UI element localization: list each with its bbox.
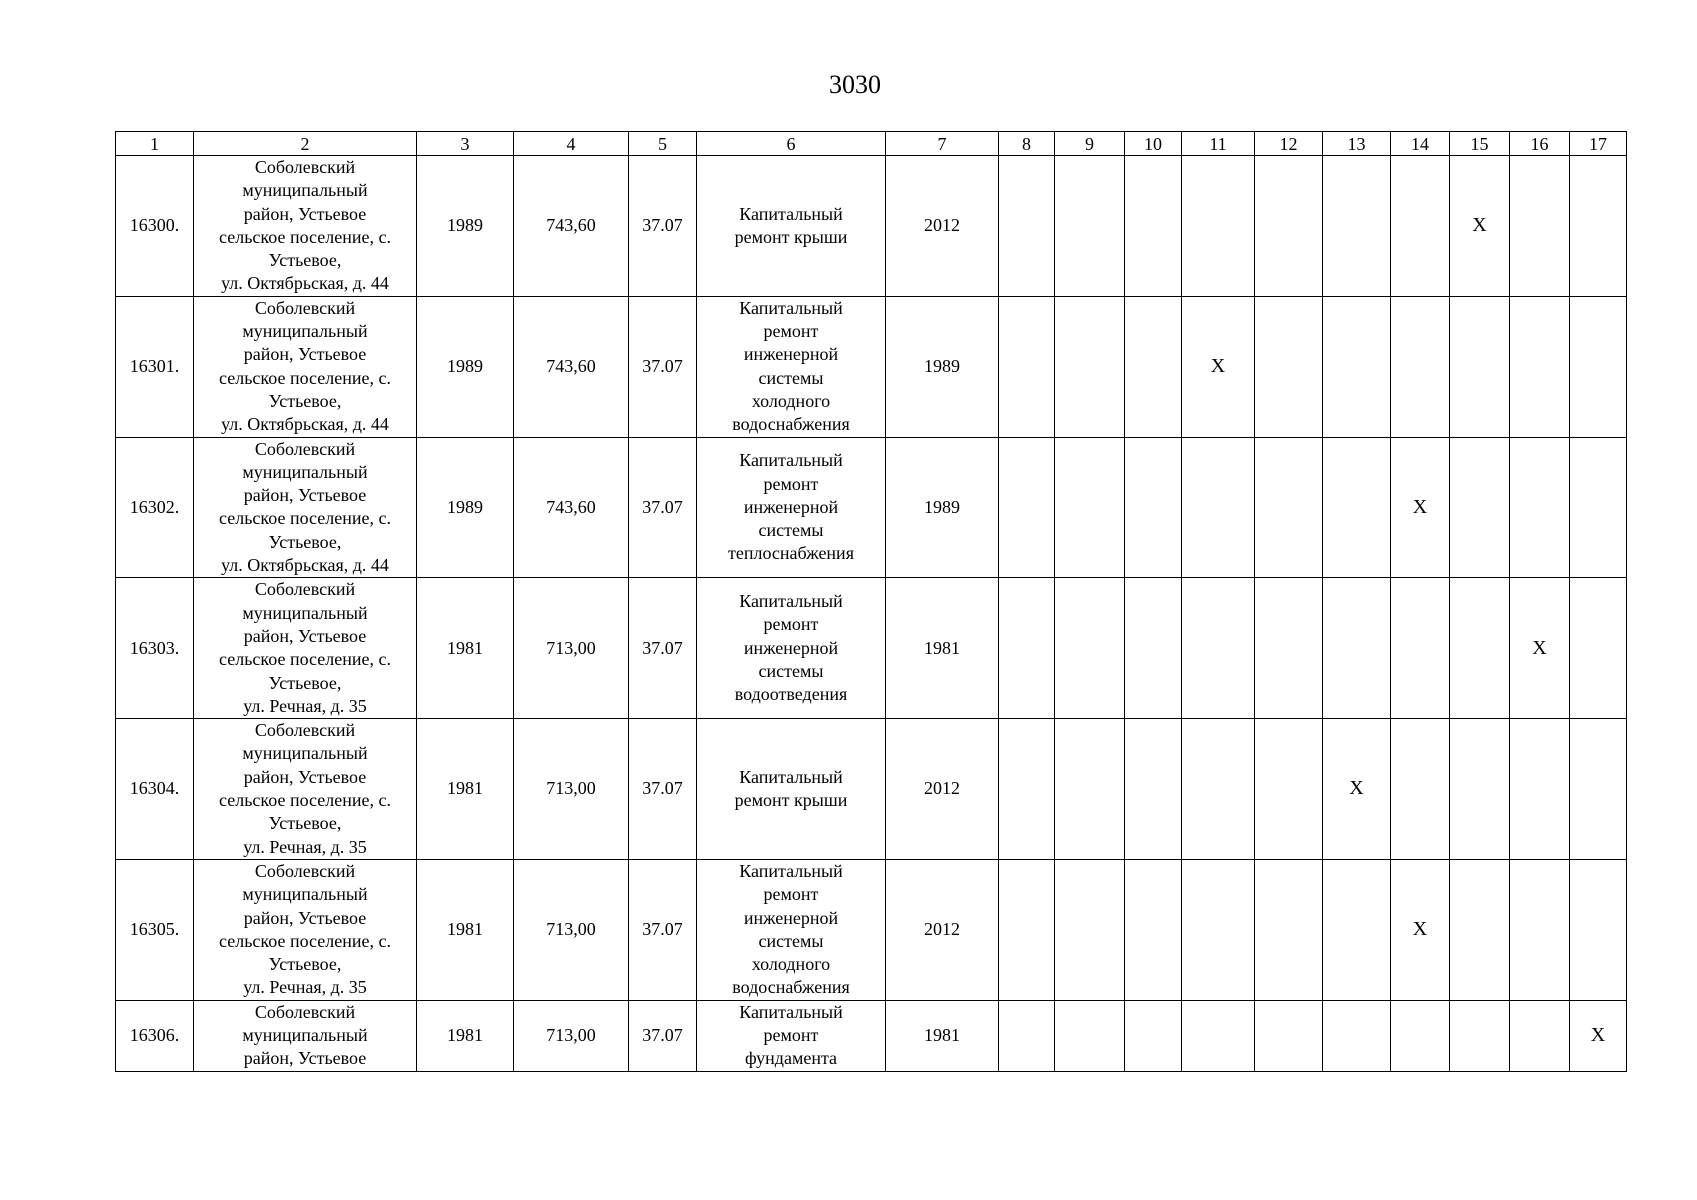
repair-year-cell-text: 2012 [924,919,960,940]
column-8-cell [999,578,1055,719]
row-number-cell [116,719,194,860]
column-16-cell [1510,437,1570,578]
column-17-cell [1570,859,1627,1000]
column-9-cell [1055,1000,1125,1071]
repair-year-cell-text: 1981 [924,1025,960,1046]
build-year-cell [417,719,514,860]
column-13-cell [1323,578,1391,719]
work-type-cell-text: Капитальный ремонт крыши [734,766,848,811]
column-8-cell [999,719,1055,860]
repair-year-cell-text: 2012 [924,778,960,799]
repair-year-cell [886,859,999,1000]
row-number-cell [116,859,194,1000]
address-cell [194,859,417,1000]
column-14-cell [1391,859,1450,1000]
area-cell [514,859,629,1000]
area-cell-text: 743,60 [546,215,596,236]
work-type-cell-text: Капитальный ремонт инженерной системы холодного водоснабжения [732,297,850,435]
table-row [116,437,1627,578]
column-15-cell [1450,437,1510,578]
repair-year-cell-text: 1981 [924,637,960,658]
column-15-cell [1450,719,1510,860]
x-mark: X [1412,495,1428,518]
x-mark: X [1210,355,1226,378]
x-mark: X [1472,214,1487,237]
address-cell-text: Соболевский муниципальный район, Устьевое сельское поселение, с. Устьевое, ул. Речная, д. 35 [219,720,391,857]
build-year-cell-text: 1989 [447,356,483,377]
column-15-cell [1450,578,1510,719]
area-cell-text: 713,00 [546,778,596,799]
area-cell-text: 713,00 [546,1025,596,1046]
row-number-cell-text: 16304. [129,778,180,799]
repair-year-cell-text: 2012 [924,215,960,236]
column-header: 11 [1182,132,1255,156]
row-number-cell [116,578,194,719]
column-14-cell [1391,156,1450,297]
column-12-cell [1255,1000,1323,1071]
column-11-cell [1182,719,1255,860]
work-type-cell-text: Капитальный ремонт инженерной системы водоотведения [734,590,848,705]
table-row [116,859,1627,1000]
column-header: 16 [1510,132,1570,156]
column-11-cell [1182,578,1255,719]
address-cell-text: Соболевский муниципальный район, Устьевое сельское поселение, с. Устьевое, ул. Речная, д. 35 [219,579,391,716]
address-cell [194,437,417,578]
address-cell [194,578,417,719]
code-cell [629,156,697,297]
table-body [116,132,1627,1072]
work-type-cell [697,437,886,578]
column-9-cell [1055,578,1125,719]
address-cell [194,296,417,437]
area-cell [514,578,629,719]
column-13-cell [1323,859,1391,1000]
column-8-cell [999,296,1055,437]
column-11-cell [1182,437,1255,578]
column-12-cell [1255,296,1323,437]
column-10-cell [1125,296,1182,437]
row-number-cell-text: 16300. [129,215,180,236]
column-header: 6 [697,132,886,156]
column-8-cell [999,1000,1055,1071]
work-type-cell-text: Капитальный ремонт инженерной системы холодного водоснабжения [732,860,850,998]
code-cell-text: 37.07 [642,1025,683,1046]
column-14-cell [1391,578,1450,719]
column-header: 3 [417,132,514,156]
column-10-cell [1125,1000,1182,1071]
address-cell [194,719,417,860]
column-16-cell [1510,578,1570,719]
address-cell-text: Соболевский муниципальный район, Устьевое [242,1001,368,1069]
table-row [116,719,1627,860]
column-15-cell [1450,156,1510,297]
code-cell [629,578,697,719]
code-cell-text: 37.07 [642,778,683,799]
area-cell-text: 743,60 [546,496,596,517]
repair-year-cell [886,1000,999,1071]
area-cell-text: 713,00 [546,919,596,940]
code-cell-text: 37.07 [642,919,683,940]
repair-year-cell [886,296,999,437]
column-header: 5 [629,132,697,156]
table-row [116,578,1627,719]
build-year-cell-text: 1981 [447,919,483,940]
column-header: 14 [1391,132,1450,156]
column-10-cell [1125,719,1182,860]
row-number-cell-text: 16301. [129,356,180,377]
x-mark: X [1349,777,1364,800]
column-12-cell [1255,437,1323,578]
address-cell-text: Соболевский муниципальный район, Устьевое сельское поселение, с. Устьевое, ул. Октябрьская, д. 44 [219,157,391,294]
build-year-cell [417,859,514,1000]
address-cell [194,156,417,297]
area-cell-text: 713,00 [546,637,596,658]
x-mark: X [1532,636,1547,659]
column-13-cell [1323,1000,1391,1071]
build-year-cell-text: 1981 [447,1025,483,1046]
repair-year-cell [886,719,999,860]
column-9-cell [1055,719,1125,860]
row-number-cell-text: 16303. [129,637,180,658]
address-cell-text: Соболевский муниципальный район, Устьевое сельское поселение, с. Устьевое, ул. Октябрьская, д. 44 [219,438,391,576]
column-header: 8 [999,132,1055,156]
code-cell [629,296,697,437]
column-16-cell [1510,1000,1570,1071]
column-9-cell [1055,437,1125,578]
column-13-cell [1323,437,1391,578]
row-number-cell-text: 16302. [129,496,180,517]
code-cell-text: 37.07 [642,356,683,377]
column-16-cell [1510,296,1570,437]
build-year-cell-text: 1989 [447,215,483,236]
column-17-cell [1570,719,1627,860]
column-8-cell [999,156,1055,297]
column-12-cell [1255,578,1323,719]
column-15-cell [1450,1000,1510,1071]
column-10-cell [1125,156,1182,297]
column-16-cell [1510,859,1570,1000]
area-cell [514,156,629,297]
repair-year-cell-text: 1989 [924,356,960,377]
row-number-cell [116,437,194,578]
column-17-cell [1570,437,1627,578]
page-number: 3030 [829,70,881,99]
column-17-cell [1570,1000,1627,1071]
address-cell [194,1000,417,1071]
table-row [116,156,1627,297]
work-type-cell [697,1000,886,1071]
row-number-cell [116,296,194,437]
column-12-cell [1255,156,1323,297]
column-10-cell [1125,437,1182,578]
repair-year-cell [886,437,999,578]
row-number-cell [116,1000,194,1071]
column-11-cell [1182,1000,1255,1071]
column-17-cell [1570,296,1627,437]
column-14-cell [1391,1000,1450,1071]
build-year-cell [417,1000,514,1071]
column-11-cell [1182,156,1255,297]
work-type-cell [697,859,886,1000]
column-17-cell [1570,156,1627,297]
column-10-cell [1125,578,1182,719]
row-number-cell-text: 16305. [129,919,180,940]
work-type-cell-text: Капитальный ремонт крыши [734,203,848,247]
column-header: 4 [514,132,629,156]
table-row [116,1000,1627,1071]
build-year-cell-text: 1981 [447,637,483,658]
x-mark: X [1590,1024,1606,1047]
column-15-cell [1450,859,1510,1000]
build-year-cell-text: 1981 [447,778,483,799]
area-cell [514,296,629,437]
column-13-cell [1323,719,1391,860]
work-type-cell-text: Капитальный ремонт инженерной системы теплоснабжения [728,450,854,564]
repair-year-cell-text: 1989 [924,496,960,517]
column-12-cell [1255,719,1323,860]
code-cell [629,719,697,860]
repair-schedule-table [115,131,1627,1072]
column-header: 2 [194,132,417,156]
address-cell-text: Соболевский муниципальный район, Устьевое сельское поселение, с. Устьевое, ул. Октябрьская, д. 44 [219,297,391,435]
column-header: 12 [1255,132,1323,156]
column-9-cell [1055,859,1125,1000]
column-16-cell [1510,719,1570,860]
column-15-cell [1450,296,1510,437]
build-year-cell [417,578,514,719]
code-cell-text: 37.07 [642,637,683,658]
build-year-cell [417,296,514,437]
column-header: 17 [1570,132,1627,156]
row-number-cell [116,156,194,297]
column-10-cell [1125,859,1182,1000]
column-12-cell [1255,859,1323,1000]
build-year-cell [417,156,514,297]
column-14-cell [1391,296,1450,437]
code-cell [629,1000,697,1071]
column-16-cell [1510,156,1570,297]
area-cell [514,719,629,860]
address-cell-text: Соболевский муниципальный район, Устьевое сельское поселение, с. Устьевое, ул. Речная, д. 35 [219,860,391,998]
column-9-cell [1055,156,1125,297]
column-header: 10 [1125,132,1182,156]
column-13-cell [1323,296,1391,437]
repair-year-cell [886,156,999,297]
code-cell [629,437,697,578]
area-cell [514,437,629,578]
column-11-cell [1182,296,1255,437]
column-9-cell [1055,296,1125,437]
work-type-cell [697,578,886,719]
column-header: 7 [886,132,999,156]
column-17-cell [1570,578,1627,719]
row-number-cell-text: 16306. [129,1025,180,1046]
build-year-cell [417,437,514,578]
column-header: 13 [1323,132,1391,156]
build-year-cell-text: 1989 [447,496,483,517]
column-8-cell [999,859,1055,1000]
column-13-cell [1323,156,1391,297]
x-mark: X [1412,918,1428,941]
column-8-cell [999,437,1055,578]
code-cell-text: 37.07 [642,496,683,517]
column-header: 1 [116,132,194,156]
column-11-cell [1182,859,1255,1000]
table-row [116,296,1627,437]
column-number-row [116,132,1627,156]
code-cell [629,859,697,1000]
code-cell-text: 37.07 [642,215,683,236]
repair-year-cell [886,578,999,719]
work-type-cell [697,296,886,437]
column-header: 9 [1055,132,1125,156]
column-14-cell [1391,719,1450,860]
work-type-cell [697,719,886,860]
column-header: 15 [1450,132,1510,156]
work-type-cell-text: Капитальный ремонт фундамента [739,1001,843,1069]
work-type-cell [697,156,886,297]
column-14-cell [1391,437,1450,578]
area-cell-text: 743,60 [546,356,596,377]
area-cell [514,1000,629,1071]
